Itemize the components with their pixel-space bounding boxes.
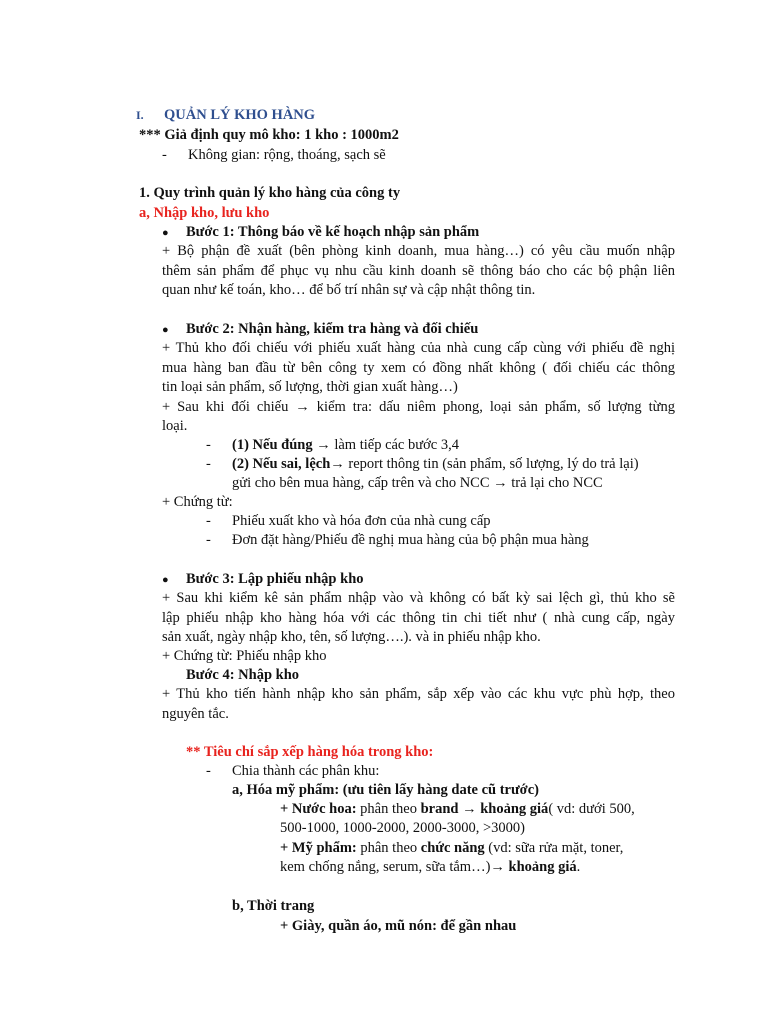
perfume-label: + Nước hoa: <box>280 801 357 817</box>
criteria-divide <box>206 762 379 780</box>
step2-line: loại. <box>162 418 188 434</box>
bullet-icon: ● <box>162 227 169 239</box>
step1-title: Bước 1: Thông báo về kế hoạch nhập sản phẩm <box>186 224 480 240</box>
dash-bullet: - <box>206 532 211 548</box>
bullet-icon: ● <box>162 574 169 586</box>
step2-line: + Thủ kho đối chiếu với phiếu xuất hàng của nhà cung cấp cùng với phiếu đề nghị <box>162 340 675 356</box>
cosmetic-cont-key: khoảng giá <box>508 859 577 875</box>
dash-bullet: - <box>206 513 211 529</box>
step2-line: tin loại sản phẩm, số lượng, thời gian xuất hàng…) <box>162 379 458 395</box>
step4-line: nguyên tắc. <box>162 706 229 722</box>
space-text: Không gian: rộng, thoáng, sạch sẽ <box>188 147 386 163</box>
step4-line: + Thủ kho tiến hành nhập kho sản phẩm, sắp xếp vào các khu vực phù hợp, theo <box>162 686 675 702</box>
case2-label: (2) Nếu sai, lệch <box>232 456 331 472</box>
dash-bullet: - <box>162 147 167 163</box>
docs-label: + Chứng từ: <box>162 494 233 510</box>
subsection-heading-a: a, Nhập kho, lưu kho <box>139 205 270 221</box>
dash-bullet: - <box>206 456 211 472</box>
step3-heading <box>162 570 364 589</box>
cosmetic-mid: phân theo <box>356 840 421 856</box>
doc1-text: Phiếu xuất kho và hóa đơn của nhà cung cấp <box>232 513 491 529</box>
criteria-heading: ** Tiêu chí sắp xếp hàng hóa trong kho: <box>186 744 434 760</box>
criteria-divide-text: Chia thành các phân khu: <box>232 763 380 779</box>
case-correct <box>206 436 459 454</box>
doc2-text: Đơn đặt hàng/Phiếu đề nghị mua hàng của bộ phận mua hàng <box>232 532 589 548</box>
cosmetic-cont-text: kem chống nắng, serum, sữa tắm…)→ <box>280 859 509 875</box>
cosmetic-label: + Mỹ phẩm: <box>280 840 357 856</box>
perfume-mid: phân theo <box>356 801 421 817</box>
step2-line: mua hàng ban đầu từ bên công ty xem có đồng nhất không ( đối chiếu các thông <box>162 360 675 376</box>
case1-text: → làm tiếp các bước 3,4 <box>312 437 459 453</box>
cosmetics-heading <box>232 781 539 799</box>
space-item <box>162 146 386 164</box>
step2-title: Bước 2: Nhận hàng, kiểm tra hàng và đối chiếu <box>186 321 479 337</box>
step4-title: Bước 4: Nhập kho <box>186 667 300 683</box>
perfume-continuation: 500-1000, 1000-2000, 2000-3000, >3000) <box>280 820 525 836</box>
scale-assumption: *** Giả định quy mô kho: 1 kho : 1000m2 <box>139 127 399 143</box>
cosmetic-line <box>280 839 623 857</box>
fashion-item: + Giày, quần áo, mũ nón: để gần nhau <box>280 918 517 934</box>
case1-label: (1) Nếu đúng <box>232 437 313 453</box>
case2-text: → report thông tin (sản phẩm, số lượng, lý do trả lại) <box>330 456 639 472</box>
doc-item <box>206 512 491 530</box>
fashion-heading: b, Thời trang <box>232 898 315 914</box>
perfume-end: ( vd: dưới 500, <box>548 801 635 817</box>
cosmetic-end: (vd: sữa rửa mặt, toner, <box>484 840 624 856</box>
process-heading: 1. Quy trình quản lý kho hàng của công ty <box>139 185 401 201</box>
perfume-line <box>280 800 635 818</box>
step3-line: lập phiếu nhập kho hàng hóa với các thông tin chi tiết như ( nhà cung cấp, ngày <box>162 610 675 626</box>
section-number: I. <box>136 108 144 122</box>
section-title: QUẢN LÝ KHO HÀNG <box>164 107 316 123</box>
step3-line: sản xuất, ngày nhập kho, tên, số lượng….). và in phiếu nhập kho. <box>162 629 541 645</box>
section-heading <box>136 106 315 124</box>
step2-heading <box>162 320 478 339</box>
cosmetic-cont-end: . <box>576 859 581 875</box>
dash-bullet: - <box>206 763 211 779</box>
step1-line: + Bộ phận đề xuất (bên phòng kinh doanh, mua hàng…) có yêu cầu muốn nhập <box>162 243 675 259</box>
dash-bullet: - <box>206 437 211 453</box>
perfume-key: brand → khoảng giá <box>420 801 549 817</box>
cosmetic-key: chức năng <box>420 840 485 856</box>
step4-heading <box>162 666 299 684</box>
bullet-icon: ● <box>162 324 169 336</box>
cosmetic-continuation <box>280 858 580 876</box>
case2-continuation: gửi cho bên mua hàng, cấp trên và cho NCC → trả lại cho NCC <box>232 475 603 491</box>
cosmetics-title: a, Hóa mỹ phẩm: <box>232 782 340 798</box>
step1-line: quan như kế toán, kho… để bố trí nhân sự và cập nhật thông tin. <box>162 282 536 298</box>
step3-title: Bước 3: Lập phiếu nhập kho <box>186 571 364 587</box>
step3-line: + Sau khi kiểm kê sản phẩm nhập vào và không có bất kỳ sai lệch gì, thủ kho sẽ <box>162 590 675 606</box>
case-wrong <box>206 455 639 473</box>
step3-line: + Chứng từ: Phiếu nhập kho <box>162 648 327 664</box>
step1-heading <box>162 223 479 242</box>
doc-item <box>206 531 589 549</box>
step1-line: thêm sản phẩm để phục vụ nhu cầu kinh doanh sẽ thông báo cho các bộ phận liên <box>162 263 675 279</box>
cosmetics-note: (ưu tiên lấy hàng date cũ trước) <box>339 782 539 798</box>
step2-line: + Sau khi đối chiếu → kiểm tra: dấu niêm phong, loại sản phẩm, số lượng từng <box>162 399 675 415</box>
